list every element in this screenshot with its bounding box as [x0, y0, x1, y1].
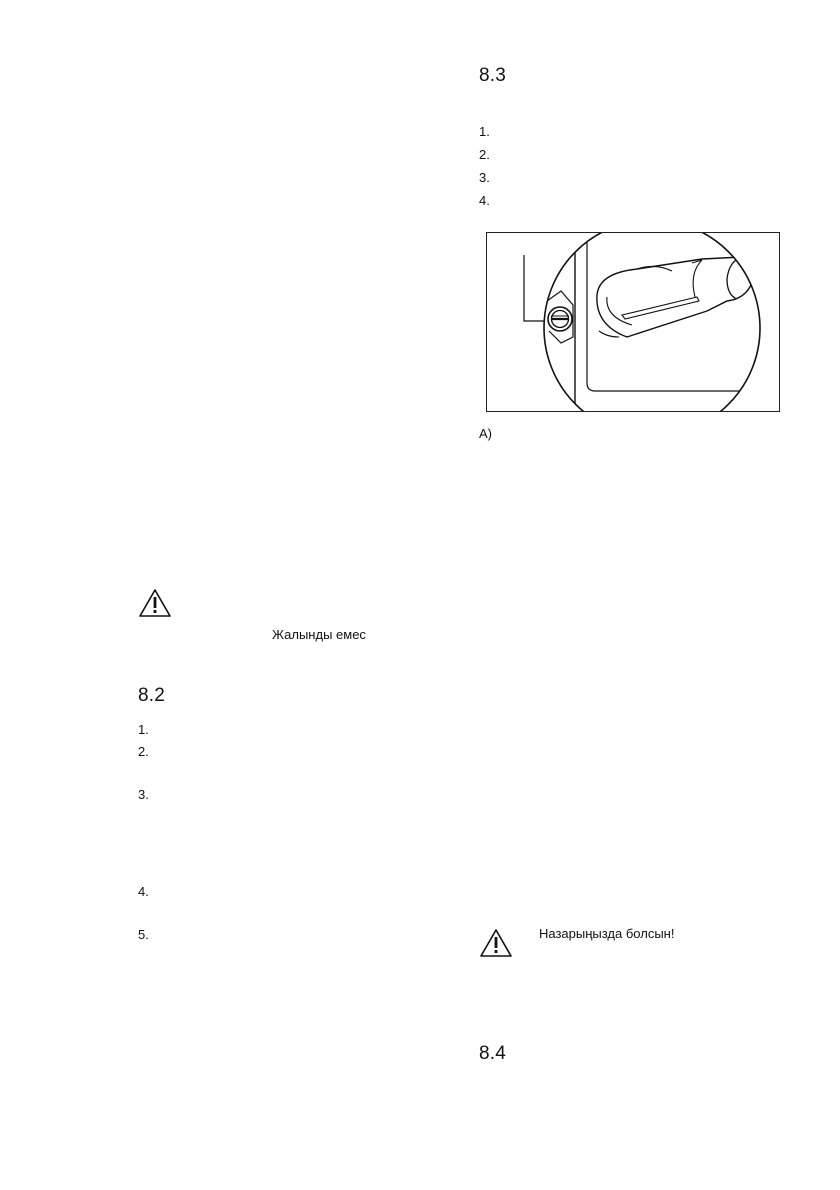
lamp-figure [486, 232, 780, 412]
step-number: 4. [479, 193, 490, 208]
section-8-2-heading: 8.2 [138, 685, 166, 706]
section-8-4-heading: 8.4 [479, 1043, 507, 1064]
warning-1-text: Жалынды емес [272, 627, 366, 642]
step-number: 1. [138, 722, 149, 737]
lamp-cover-illustration [487, 233, 780, 412]
warning-icon [479, 928, 513, 958]
step-number: 4. [138, 884, 149, 899]
step-number: 1. [479, 124, 490, 139]
section-8-3-heading: 8.3 [479, 65, 507, 86]
warning-2-text: Назарыңызда болсын! [539, 926, 675, 941]
step-number: 5. [138, 927, 149, 942]
step-number: 3. [479, 170, 490, 185]
step-number: 2. [138, 744, 149, 759]
warning-icon [138, 588, 172, 618]
step-number: 2. [479, 147, 490, 162]
step-number: 3. [138, 787, 149, 802]
figure-caption: A) [479, 426, 492, 441]
